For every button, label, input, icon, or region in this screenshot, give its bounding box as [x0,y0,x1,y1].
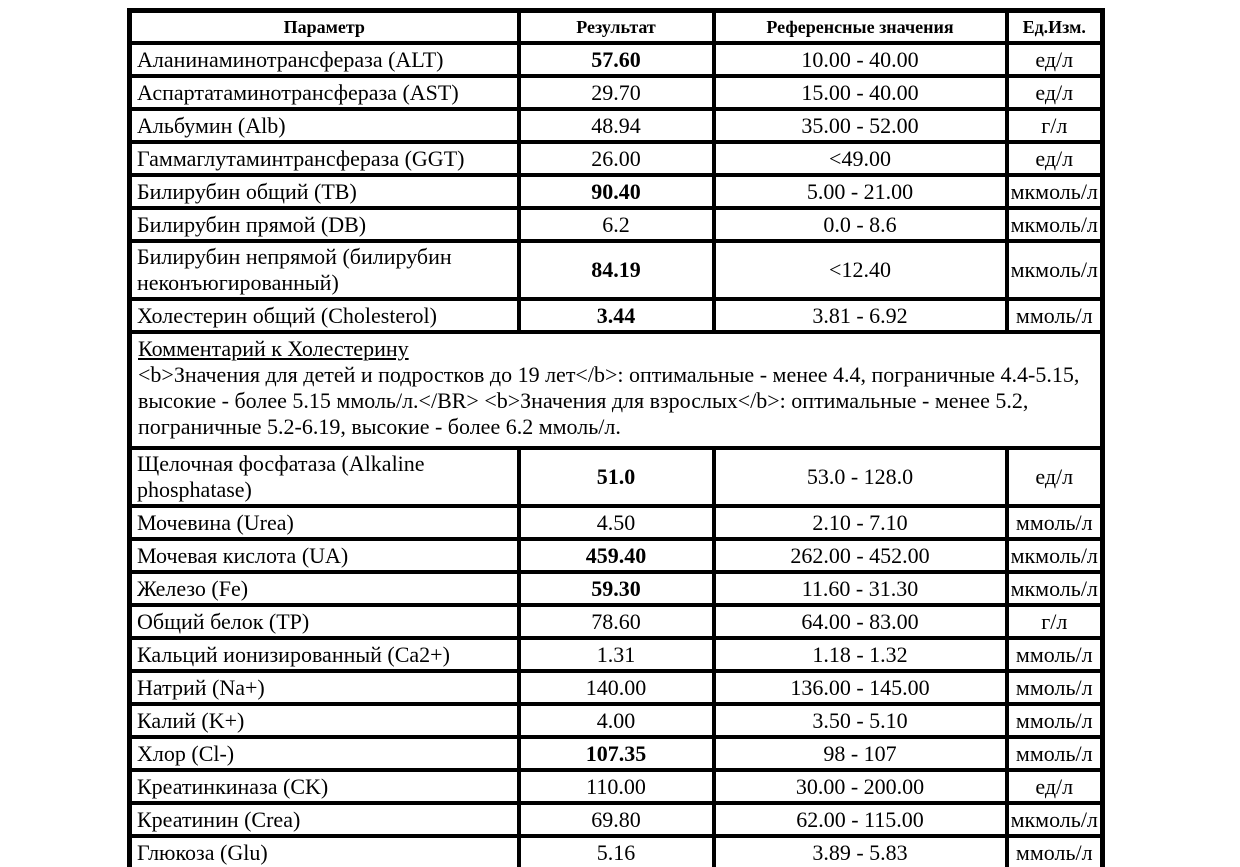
result-cell: 26.00 [519,142,714,175]
parameter-cell: Натрий (Na+) [130,671,519,704]
result-cell: 90.40 [519,175,714,208]
reference-cell: 1.18 - 1.32 [714,638,1007,671]
table-row [130,803,1103,836]
reference-cell: 30.00 - 200.00 [714,770,1007,803]
reference-cell: 11.60 - 31.30 [714,572,1007,605]
result-cell: 110.00 [519,770,714,803]
result-cell: 84.19 [519,241,714,299]
unit-cell: мкмоль/л [1007,208,1103,241]
result-cell: 48.94 [519,109,714,142]
result-cell: 5.16 [519,836,714,867]
unit-cell: ммоль/л [1007,704,1103,737]
table-row [130,638,1103,671]
result-cell: 6.2 [519,208,714,241]
reference-cell: 2.10 - 7.10 [714,506,1007,539]
header-reference: Референсные значения [714,11,1007,44]
reference-cell: 3.50 - 5.10 [714,704,1007,737]
unit-cell: мкмоль/л [1007,175,1103,208]
table-header-row [130,11,1103,44]
unit-cell: мкмоль/л [1007,803,1103,836]
unit-cell: ед/л [1007,76,1103,109]
result-cell: 29.70 [519,76,714,109]
table-row [130,836,1103,867]
cholesterol-comment [130,332,1103,448]
comment-title: Комментарий к Холестерину [138,336,409,361]
parameter-cell: Калий (K+) [130,704,519,737]
reference-cell: 5.00 - 21.00 [714,175,1007,208]
parameter-cell: Билирубин общий (TB) [130,175,519,208]
reference-cell: <49.00 [714,142,1007,175]
unit-cell: г/л [1007,605,1103,638]
result-cell: 3.44 [519,299,714,332]
parameter-cell: Аланинаминотрансфераза (ALT) [130,43,519,76]
table-row [130,299,1103,332]
unit-cell: ммоль/л [1007,836,1103,867]
reference-cell: 53.0 - 128.0 [714,448,1007,506]
reference-cell: 10.00 - 40.00 [714,43,1007,76]
unit-cell: ммоль/л [1007,638,1103,671]
parameter-cell: Билирубин непрямой (билирубин неконъюгированный) [130,241,519,299]
result-cell: 78.60 [519,605,714,638]
parameter-cell: Креатинин (Crea) [130,803,519,836]
result-cell: 1.31 [519,638,714,671]
parameter-cell: Мочевая кислота (UA) [130,539,519,572]
reference-cell: 15.00 - 40.00 [714,76,1007,109]
parameter-cell: Аспартатаминотрансфераза (AST) [130,76,519,109]
reference-cell: 35.00 - 52.00 [714,109,1007,142]
parameter-cell: Билирубин прямой (DB) [130,208,519,241]
table-row [130,448,1103,506]
reference-cell: 136.00 - 145.00 [714,671,1007,704]
parameter-cell: Креатинкиназа (CK) [130,770,519,803]
unit-cell: ммоль/л [1007,671,1103,704]
table-row [130,572,1103,605]
reference-cell: 98 - 107 [714,737,1007,770]
table-row [130,605,1103,638]
table-row [130,704,1103,737]
table-row [130,109,1103,142]
lab-results-table [127,8,1105,867]
header-parameter: Параметр [130,11,519,44]
table-row [130,142,1103,175]
reference-cell: 3.81 - 6.92 [714,299,1007,332]
table-row [130,208,1103,241]
parameter-cell: Кальций ионизированный (Ca2+) [130,638,519,671]
table-row [130,76,1103,109]
result-cell: 107.35 [519,737,714,770]
result-cell: 4.50 [519,506,714,539]
unit-cell: ед/л [1007,43,1103,76]
parameter-cell: Глюкоза (Glu) [130,836,519,867]
comment-body: <b>Значения для детей и подростков до 19 лет</b>: оптимальные - менее 4.4, пограничные 4.4-5.15, высокие - более 5.15 ммоль/л.</BR> <b>Значения для взрослых</b>: оптимальные - менее 5.2, пограничные 5.2-6.19, высокие - более 6.2 ммоль/л. [138,362,1080,439]
table-row [130,539,1103,572]
reference-cell: 3.89 - 5.83 [714,836,1007,867]
result-cell: 57.60 [519,43,714,76]
unit-cell: ед/л [1007,448,1103,506]
parameter-cell: Общий белок (TP) [130,605,519,638]
result-cell: 4.00 [519,704,714,737]
comment-row [130,332,1103,448]
parameter-cell: Гаммаглутаминтрансфераза (GGT) [130,142,519,175]
parameter-cell: Железо (Fe) [130,572,519,605]
unit-cell: мкмоль/л [1007,539,1103,572]
parameter-cell: Мочевина (Urea) [130,506,519,539]
header-units: Ед.Изм. [1007,11,1103,44]
parameter-cell: Альбумин (Alb) [130,109,519,142]
reference-cell: 262.00 - 452.00 [714,539,1007,572]
unit-cell: ммоль/л [1007,506,1103,539]
unit-cell: ммоль/л [1007,737,1103,770]
parameter-cell: Холестерин общий (Cholesterol) [130,299,519,332]
unit-cell: ед/л [1007,770,1103,803]
result-cell: 140.00 [519,671,714,704]
result-cell: 459.40 [519,539,714,572]
unit-cell: мкмоль/л [1007,241,1103,299]
result-cell: 59.30 [519,572,714,605]
result-cell: 69.80 [519,803,714,836]
table-row [130,770,1103,803]
table-row [130,241,1103,299]
table-row [130,506,1103,539]
reference-cell: 64.00 - 83.00 [714,605,1007,638]
unit-cell: г/л [1007,109,1103,142]
reference-cell: <12.40 [714,241,1007,299]
parameter-cell: Хлор (Cl-) [130,737,519,770]
header-result: Результат [519,11,714,44]
reference-cell: 62.00 - 115.00 [714,803,1007,836]
unit-cell: мкмоль/л [1007,572,1103,605]
table-row [130,43,1103,76]
parameter-cell: Щелочная фосфатаза (Alkaline phosphatase) [130,448,519,506]
unit-cell: ммоль/л [1007,299,1103,332]
table-row [130,737,1103,770]
table-row [130,671,1103,704]
result-cell: 51.0 [519,448,714,506]
table-row [130,175,1103,208]
unit-cell: ед/л [1007,142,1103,175]
reference-cell: 0.0 - 8.6 [714,208,1007,241]
